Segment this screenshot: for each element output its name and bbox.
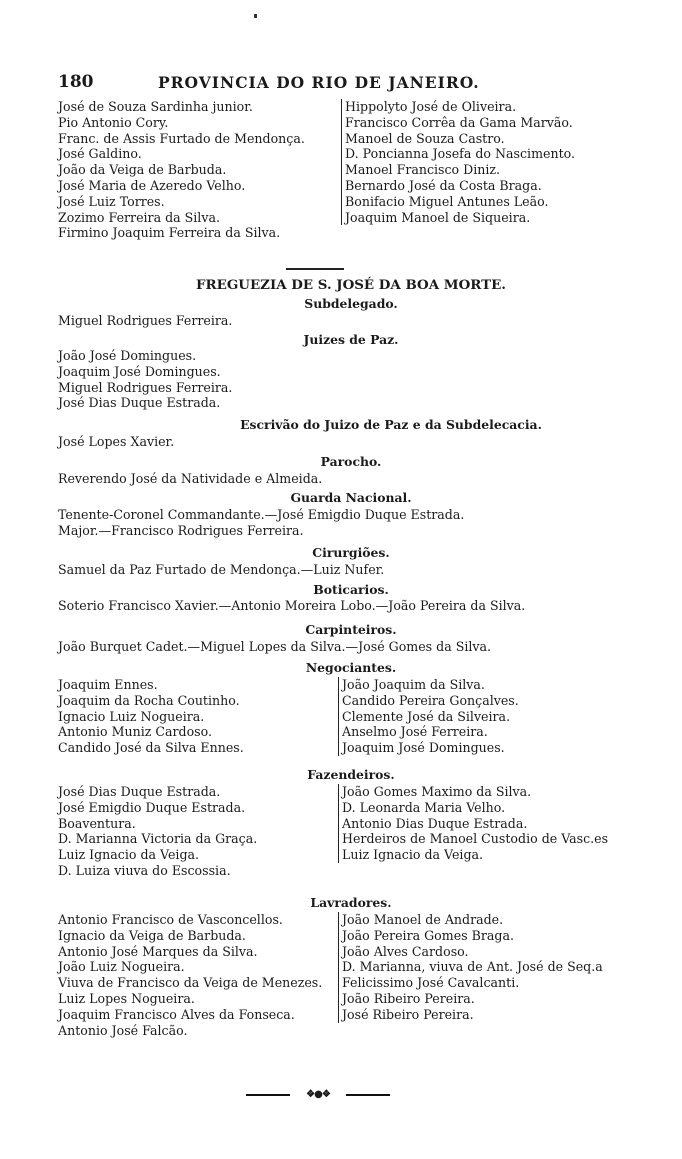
- cirurgioes-list: [58, 562, 384, 578]
- ornament-bar-right: [346, 1094, 390, 1096]
- list-item: João Manoel de Andrade.: [342, 912, 504, 927]
- list-item: Miguel Rodrigues Ferreira.: [58, 313, 233, 328]
- fazendeiros-left-column: [58, 784, 257, 879]
- list-item: Pio Antonio Cory.: [58, 114, 169, 130]
- list-item: Herdeiros de Manoel Custodio de Vasc.es: [342, 831, 609, 847]
- list-item: João Burquet Cadet.—Miguel Lopes da Silva.—José Gomes da Silva.: [58, 639, 492, 654]
- list-item: Joaquim José Domingues.: [342, 740, 505, 756]
- juizes-list: [58, 348, 232, 411]
- escrivao-heading: Escrivão do Juizo de Paz e da Subdelecacia.: [240, 417, 542, 432]
- negociantes-left-column: [58, 677, 244, 756]
- section-divider: [286, 268, 344, 270]
- freguezia-title: FREGUEZIA DE S. JOSÉ DA BOA MORTE.: [196, 277, 506, 293]
- negociantes-heading: Negociantes.: [305, 660, 397, 675]
- list-item: Antonio Muniz Cardoso.: [58, 724, 212, 740]
- list-item: Franc. de Assis Furtado de Mendonça.: [58, 130, 305, 146]
- list-item: Antonio Dias Duque Estrada.: [342, 815, 528, 831]
- list-item: José Dias Duque Estrada.: [58, 784, 221, 799]
- list-item: Ignacio da Veiga de Barbuda.: [58, 927, 246, 943]
- list-item: Joaquim Ennes.: [58, 677, 158, 692]
- list-item: Clemente José da Silveira.: [342, 708, 511, 724]
- list-item: D. Leonarda Maria Velho.: [342, 799, 506, 815]
- list-item: Luiz Ignacio da Veiga.: [342, 847, 484, 863]
- fazendeiros-right-column: [338, 784, 608, 863]
- juizes-heading: Juizes de Paz.: [303, 332, 399, 347]
- list-item: Felicissimo José Cavalcanti.: [342, 975, 520, 991]
- top-name-list: [58, 99, 644, 244]
- list-item: Antonio José Marques da Silva.: [58, 943, 258, 959]
- list-item: Ignacio Luiz Nogueira.: [58, 708, 205, 724]
- list-item: João Gomes Maximo da Silva.: [342, 784, 532, 799]
- list-item: Joaquim Manoel de Siqueira.: [345, 209, 531, 225]
- list-item: José Ribeiro Pereira.: [342, 1006, 474, 1022]
- lavradores-heading: Lavradores.: [310, 895, 392, 910]
- list-item: Viuva de Francisco da Veiga de Menezes.: [58, 975, 323, 991]
- list-item: Boaventura.: [58, 815, 136, 831]
- carpinteiros-list: [58, 639, 491, 655]
- list-item: Candido José da Silva Ennes.: [58, 740, 244, 756]
- list-item: Joaquim Francisco Alves da Fonseca.: [58, 1006, 295, 1022]
- list-item: Zozimo Ferreira da Silva.: [58, 209, 220, 225]
- guarda-heading: Guarda Nacional.: [290, 490, 412, 505]
- list-item: Antonio Francisco de Vasconcellos.: [58, 912, 283, 927]
- boticarios-list: [58, 598, 525, 614]
- list-item: D. Poncianna Josefa do Nascimento.: [345, 146, 576, 162]
- list-item: Luiz Ignacio da Veiga.: [58, 847, 200, 863]
- list-item: Miguel Rodrigues Ferreira.: [58, 379, 233, 395]
- top-list-left-column: [58, 99, 305, 241]
- subdelegado-list: [58, 313, 232, 329]
- list-item: Tenente-Coronel Commandante.—José Emigdio Duque Estrada.: [58, 507, 465, 522]
- boticarios-heading: Boticarios.: [313, 582, 389, 597]
- list-item: João Ribeiro Pereira.: [342, 990, 475, 1006]
- list-item: João Alves Cardoso.: [342, 943, 469, 959]
- end-ornament: [232, 1088, 402, 1102]
- list-item: João José Domingues.: [58, 348, 197, 363]
- page-number: 180: [58, 72, 94, 92]
- parocho-list: [58, 471, 322, 487]
- list-item: José de Souza Sardinha junior.: [58, 99, 253, 114]
- list-item: José Maria de Azeredo Velho.: [58, 177, 246, 193]
- list-item: Hippolyto José de Oliveira.: [345, 99, 517, 114]
- list-item: Samuel da Paz Furtado de Mendonça.—Luiz Nufer.: [58, 562, 385, 577]
- list-item: Bernardo José da Costa Braga.: [345, 177, 542, 193]
- print-mark: [254, 14, 257, 18]
- list-item: Firmino Joaquim Ferreira da Silva.: [58, 225, 281, 241]
- list-item: D. Marianna Victoria da Graça.: [58, 831, 258, 847]
- subdelegado-heading: Subdelegado.: [304, 296, 398, 311]
- list-item: José Emigdio Duque Estrada.: [58, 799, 246, 815]
- ornament-bar-left: [246, 1094, 290, 1096]
- list-item: João da Veiga de Barbuda.: [58, 162, 227, 178]
- list-item: Francisco Corrêa da Gama Marvão.: [345, 114, 573, 130]
- list-item: Luiz Lopes Nogueira.: [58, 990, 195, 1006]
- list-item: Manoel de Souza Castro.: [345, 130, 505, 146]
- list-item: Manoel Francisco Diniz.: [345, 162, 501, 178]
- list-item: José Galdino.: [58, 146, 142, 162]
- cirurgioes-heading: Cirurgiões.: [312, 545, 390, 560]
- list-item: João Pereira Gomes Braga.: [342, 927, 514, 943]
- page-header: [58, 72, 640, 94]
- list-item: João Joaquim da Silva.: [342, 677, 485, 692]
- ornament-center-icon: ❖●❖: [306, 1089, 330, 1100]
- carpinteiros-heading: Carpinteiros.: [305, 622, 397, 637]
- escrivao-list: [58, 434, 174, 450]
- list-item: Soterio Francisco Xavier.—Antonio Moreira Lobo.—João Pereira da Silva.: [58, 598, 526, 613]
- guarda-list: [58, 507, 464, 539]
- list-item: José Lopes Xavier.: [58, 434, 175, 449]
- top-list-right-column: [341, 99, 575, 225]
- list-item: João Luiz Nogueira.: [58, 959, 185, 975]
- list-item: Candido Pereira Gonçalves.: [342, 692, 519, 708]
- list-item: Reverendo José da Natividade e Almeida.: [58, 471, 323, 486]
- list-item: Antonio José Falcão.: [58, 1022, 188, 1038]
- list-item: D. Luiza viuva do Escossia.: [58, 862, 231, 878]
- list-item: José Luiz Torres.: [58, 193, 165, 209]
- fazendeiros-heading: Fazendeiros.: [307, 767, 395, 782]
- list-item: José Dias Duque Estrada.: [58, 395, 221, 411]
- list-item: Major.—Francisco Rodrigues Ferreira.: [58, 522, 304, 538]
- list-item: Bonifacio Miguel Antunes Leão.: [345, 193, 549, 209]
- parocho-heading: Parocho.: [320, 454, 382, 469]
- list-item: Joaquim José Domingues.: [58, 363, 221, 379]
- lavradores-right-column: [338, 912, 603, 1023]
- negociantes-right-column: [338, 677, 519, 756]
- running-title: PROVINCIA DO RIO DE JANEIRO.: [158, 73, 480, 92]
- list-item: Joaquim da Rocha Coutinho.: [58, 692, 240, 708]
- lavradores-left-column: [58, 912, 322, 1038]
- list-item: D. Marianna, viuva de Ant. José de Seq.a: [342, 959, 603, 975]
- list-item: Anselmo José Ferreira.: [342, 724, 488, 740]
